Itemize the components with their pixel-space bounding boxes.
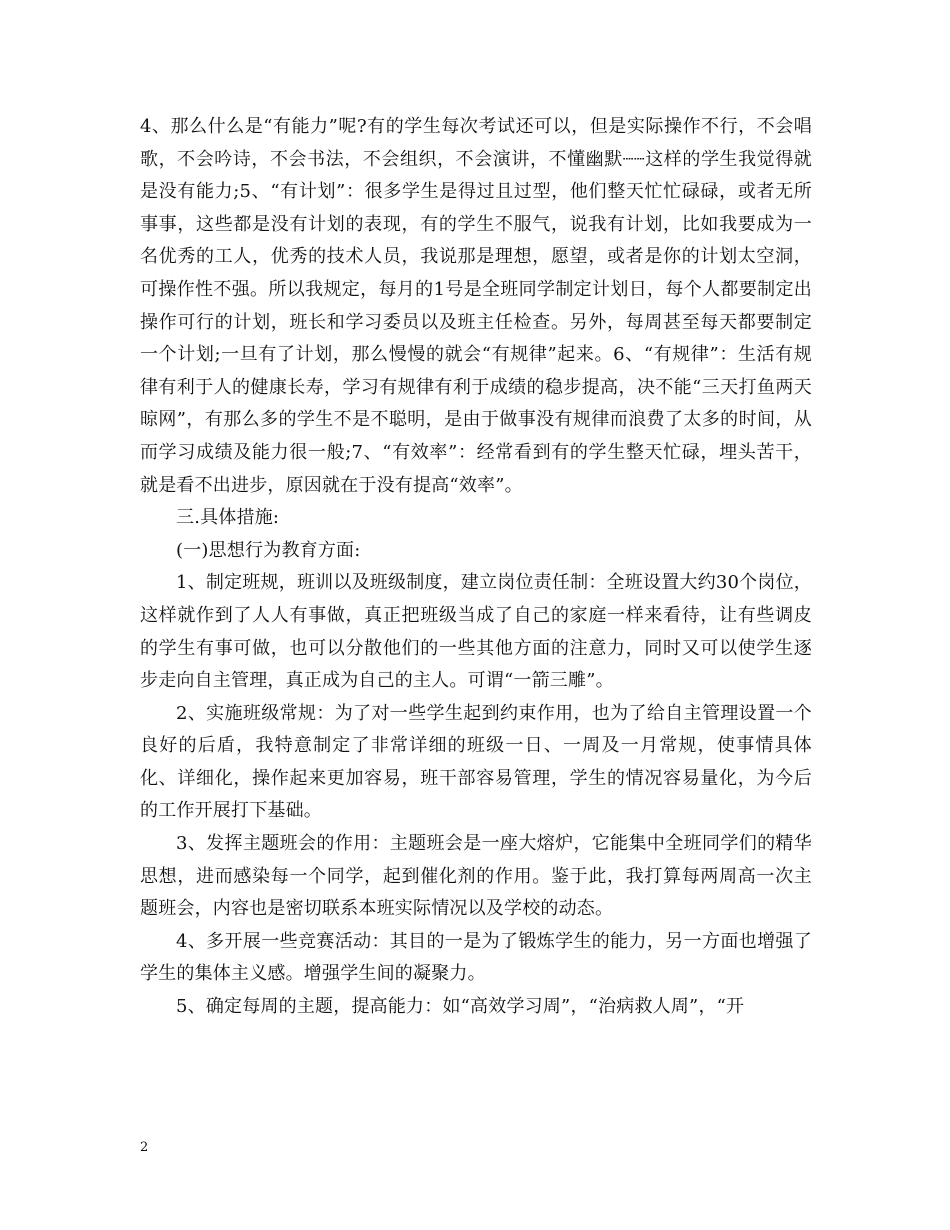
subsection-heading-ideology: (一)思想行为教育方面: (176, 539, 361, 561)
section-heading-measures: 三.具体措施: (176, 507, 280, 529)
paragraph-weekly-theme: 5、确定每周的主题，提高能力：如“高效学习周”，“治病救人周”，“开 (176, 996, 745, 1018)
paragraph-theme-meeting: 3、发挥主题班会的作用：主题班会是一座大熔炉，它能集中全班同学们的精华思想，进而感染每一个同学，起到催化剂的作用。鉴于此，我打算每两周高一次主题班会，内容也是密切联系本班实际情况以及学校的动态。 (140, 833, 812, 920)
page-number: 2 (140, 1140, 149, 1155)
paragraph-competitions: 4、多开展一些竞赛活动：其目的一是为了锻炼学生的能力，另一方面也增强了学生的集体主义感。增强学生间的凝聚力。 (140, 930, 812, 985)
paragraph-class-rules: 1、制定班规，班训以及班级制度，建立岗位责任制：全班设置大约30个岗位，这样就作到了人人有事做，真正把班级当成了自己的家庭一样来看待，让有些调皮的学生有事可做，也可以分散他们的一些其他方面的注意力，同时又可以使学生逐步走向自主管理，真正成为自己的主人。可谓“一箭三雕”。 (140, 572, 812, 692)
document-body (140, 111, 812, 1024)
paragraph-class-routine: 2、实施班级常规：为了对一些学生起到约束作用，也为了给自主管理设置一个良好的后盾，我特意制定了非常详细的班级一日、一周及一月常规，使事情具体化、详细化，操作起来更加容易，班干部容易管理，学生的情况容易量化，为今后的工作开展打下基础。 (140, 702, 812, 822)
paragraph-ability-planning: 4、那么什么是“有能力”呢?有的学生每次考试还可以，但是实际操作不行，不会唱歌，不会吟诗，不会书法，不会组织，不会演讲，不懂幽默┈┈这样的学生我觉得就是没有能力;5、“有计划”：很多学生是得过且过型，他们整天忙忙碌碌，或者无所事事，这些都是没有计划的表现，有的学生不服气，说我有计划，比如我要成为一名优秀的工人，优秀的技术人员，我说那是理想，愿望，或者是你的计划太空洞，可操作性不强。所以我规定，每月的1号是全班同学制定计划日，每个人都要制定出操作可行的计划，班长和学习委员以及班主任检查。另外，每周甚至每天都要制定一个计划;一旦有了计划，那么慢慢的就会“有规律”起来。6、“有规律”：生活有规律有利于人的健康长寿，学习有规律有利于成绩的稳步提高，决不能“三天打鱼两天晾网”，有那么多的学生不是不聪明，是由于做事没有规律而浪费了太多的时间，从而学习成绩及能力很一般;7、“有效率”：经常看到有的学生整天忙碌，埋头苦干，就是看不出进步，原因就在于没有提高“效率”。 (140, 116, 812, 496)
